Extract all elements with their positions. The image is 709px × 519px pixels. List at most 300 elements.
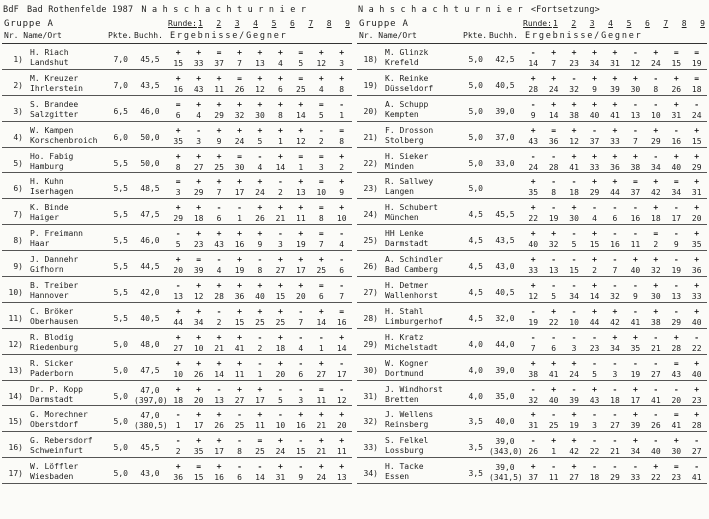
- result-symbol: +: [339, 332, 345, 342]
- round-results: [523, 333, 707, 355]
- opponent-number: 27: [569, 473, 579, 483]
- opponent-number: 41: [610, 110, 620, 120]
- round-results: [168, 359, 352, 381]
- opponent-numbers: [523, 343, 707, 355]
- opponent-number: 8: [339, 84, 345, 94]
- opponent-number: 17: [255, 395, 265, 405]
- result-symbol: +: [277, 99, 283, 109]
- opponent-number: 31: [671, 110, 682, 120]
- round-results: [523, 126, 707, 148]
- player-points: 5,5: [113, 262, 128, 272]
- table-row: [355, 434, 709, 460]
- result-symbol: -: [653, 436, 659, 446]
- buchholz-value: 50,0: [140, 132, 160, 142]
- buchholz-score: [489, 392, 521, 402]
- result-symbol: +: [592, 99, 597, 109]
- opponent-number: 28: [671, 343, 682, 353]
- result-symbol: -: [694, 436, 700, 446]
- opponent-number: 14: [275, 162, 286, 172]
- result-symbol: +: [530, 125, 536, 135]
- result-symbol: +: [298, 125, 304, 135]
- result-symbol: +: [175, 462, 181, 472]
- player-rank: 20): [363, 106, 378, 116]
- opponent-number: 6: [612, 214, 618, 224]
- opponent-number: 39: [630, 421, 641, 431]
- opponent-numbers: [523, 162, 707, 174]
- result-symbol: +: [216, 358, 222, 368]
- opponent-number: 29: [691, 162, 702, 172]
- points-label: Pkte.: [108, 31, 133, 40]
- opponent-number: 39: [569, 395, 579, 405]
- round-results: [168, 255, 352, 277]
- player-name: R. Sicker: [30, 358, 74, 368]
- round-results: [168, 177, 352, 199]
- buchholz-value: 44,5: [140, 262, 160, 272]
- opponent-number: 9: [257, 240, 263, 250]
- result-symbols: [523, 385, 707, 395]
- round-number: 3: [589, 19, 595, 28]
- player-name: Dr. P. Kopp: [30, 384, 83, 394]
- result-symbol: +: [339, 151, 345, 161]
- opponent-number: 10: [173, 369, 184, 379]
- round-number: 5: [626, 19, 632, 28]
- opponent-number: 18: [193, 214, 204, 224]
- opponent-number: 12: [336, 395, 347, 405]
- opponent-number: 12: [296, 136, 306, 146]
- player-name: M. Kreuzer: [30, 73, 79, 83]
- result-symbol: =: [318, 151, 324, 161]
- opponent-number: 19: [528, 317, 539, 327]
- opponent-number: 21: [275, 214, 286, 224]
- opponent-number: 10: [651, 110, 661, 120]
- opponent-number: 4: [196, 110, 202, 120]
- result-symbol: =: [632, 177, 638, 187]
- result-symbols: [523, 74, 707, 84]
- player-points: 7,0: [113, 55, 128, 64]
- result-symbol: -: [653, 332, 659, 342]
- buchholz-score: [134, 262, 166, 272]
- result-symbol: -: [216, 203, 222, 213]
- table-row: [355, 460, 709, 486]
- result-symbol: +: [216, 177, 222, 187]
- buchholz-score: [489, 55, 521, 65]
- result-symbol: +: [571, 125, 577, 135]
- result-symbol: -: [298, 462, 304, 472]
- opponent-number: 3: [196, 136, 202, 146]
- buchholz-score: [134, 386, 166, 406]
- opponent-number: 6: [175, 110, 181, 120]
- opponent-number: 17: [296, 266, 306, 276]
- result-symbol: +: [196, 384, 202, 394]
- player-rank: 14): [8, 391, 23, 401]
- result-symbol: -: [612, 229, 618, 239]
- result-symbol: =: [673, 48, 679, 57]
- opponent-number: 20: [691, 214, 702, 224]
- opponent-number: 1: [551, 447, 557, 457]
- player-name: Ho. Fabig: [30, 151, 74, 161]
- result-symbol: +: [277, 358, 283, 368]
- result-symbol: -: [339, 255, 345, 265]
- opponent-number: 36: [173, 473, 184, 483]
- result-symbol: -: [551, 462, 557, 472]
- opponent-number: 44: [173, 317, 184, 327]
- player-points: 5,0: [113, 365, 128, 375]
- result-symbol: +: [257, 177, 263, 187]
- result-symbol: =: [653, 229, 659, 239]
- result-symbol: -: [571, 229, 577, 239]
- player-rank: 17): [8, 469, 23, 479]
- opponent-number: 21: [214, 343, 224, 353]
- table-row: [0, 434, 354, 460]
- buchholz-score: [134, 81, 166, 91]
- buchholz-value: 40,5: [495, 288, 515, 298]
- opponent-number: 32: [548, 240, 559, 250]
- result-symbol: -: [298, 436, 304, 446]
- opponent-number: 4: [318, 84, 324, 94]
- table-row: [355, 46, 709, 72]
- opponent-number: 7: [298, 317, 304, 327]
- player-rank: 15): [8, 417, 23, 427]
- opponent-number: 27: [691, 447, 702, 457]
- result-symbol: +: [196, 281, 202, 291]
- result-symbol: -: [653, 358, 659, 368]
- result-symbols: [168, 177, 352, 187]
- result-symbol: +: [175, 48, 181, 57]
- opponent-number: 27: [173, 343, 184, 353]
- opponent-number: 40: [255, 292, 265, 302]
- player-city: Wiesbaden: [30, 472, 74, 482]
- result-symbols: [168, 48, 352, 58]
- result-symbol: +: [632, 410, 638, 420]
- player-rank: 19): [363, 80, 378, 90]
- table-row: [0, 357, 354, 383]
- player-name: J. Windhorst: [385, 384, 443, 394]
- result-symbol: +: [298, 410, 304, 420]
- opponent-number: 15: [671, 59, 682, 68]
- player-points: 5,0: [113, 391, 128, 401]
- result-symbol: +: [196, 203, 202, 213]
- round-number: 8: [681, 19, 687, 28]
- table-row: [0, 408, 354, 434]
- result-symbols: [168, 229, 352, 239]
- opponent-number: 12: [316, 59, 327, 68]
- opponent-numbers: [523, 58, 707, 70]
- opponent-number: 8: [551, 188, 557, 198]
- opponent-numbers: [523, 239, 707, 251]
- result-symbol: -: [673, 306, 679, 316]
- result-symbol: +: [530, 177, 536, 187]
- opponent-number: 29: [589, 188, 600, 198]
- round-results: [523, 359, 707, 381]
- opponent-number: 28: [691, 421, 702, 431]
- result-symbols: [523, 281, 707, 291]
- opponent-number: 32: [234, 110, 245, 120]
- round-results: [168, 307, 352, 329]
- result-symbol: +: [530, 255, 536, 265]
- player-rank: 10): [8, 288, 23, 298]
- result-symbols: [168, 462, 352, 472]
- result-symbol: +: [257, 306, 263, 316]
- opponent-number: 7: [551, 59, 557, 68]
- opponent-number: 22: [691, 343, 702, 353]
- round-results: [168, 100, 352, 122]
- opponent-number: 5: [318, 110, 324, 120]
- result-symbol: +: [196, 436, 202, 446]
- opponent-number: 2: [339, 162, 345, 172]
- result-symbol: +: [175, 255, 181, 265]
- round-results: [168, 74, 352, 96]
- opponent-number: 14: [528, 59, 539, 68]
- result-symbol: -: [612, 436, 618, 446]
- result-symbol: +: [694, 410, 700, 420]
- opponent-number: 11: [548, 473, 559, 483]
- result-symbol: +: [196, 306, 202, 316]
- result-symbol: =: [318, 203, 324, 213]
- opponent-numbers: [523, 472, 707, 484]
- opponent-number: 15: [173, 59, 184, 68]
- result-symbol: +: [196, 99, 202, 109]
- result-symbol: +: [237, 229, 242, 239]
- result-symbol: +: [196, 48, 202, 57]
- result-symbol: -: [632, 203, 638, 213]
- player-city: Iserhagen: [30, 187, 74, 197]
- result-symbol: +: [298, 229, 304, 239]
- player-city: Riedenburg: [30, 342, 79, 352]
- buchholz-score: [489, 314, 521, 324]
- round-results: [168, 462, 352, 484]
- opponent-number: 13: [630, 110, 641, 120]
- round-results: [523, 281, 707, 303]
- round-number: 1: [198, 19, 203, 28]
- opponent-number: 17: [336, 369, 347, 379]
- opponent-number: 29: [214, 110, 224, 120]
- result-symbol: +: [257, 410, 263, 420]
- result-symbol: +: [612, 332, 618, 342]
- buchholz-value: 47,5: [140, 210, 160, 220]
- player-city: Oberhausen: [30, 316, 79, 326]
- player-points: 5,0: [113, 339, 128, 349]
- player-name: W. Löffler: [30, 462, 79, 472]
- header-text: N a h s c h a c h t u r n i e r: [141, 5, 307, 15]
- result-symbol: +: [196, 358, 202, 368]
- table-row: [0, 460, 354, 486]
- player-rank: 5): [13, 158, 23, 168]
- player-name: K. Binde: [30, 203, 69, 213]
- result-symbol: -: [237, 203, 242, 213]
- opponent-number: 20: [275, 369, 286, 379]
- opponent-numbers: [168, 58, 352, 70]
- result-symbols: [168, 203, 352, 213]
- table-row: [0, 175, 354, 201]
- player-city: Darmstadt: [385, 239, 429, 249]
- player-name: H. Schubert: [385, 203, 438, 213]
- opponent-number: 14: [336, 343, 347, 353]
- player-city: Reinsberg: [385, 420, 429, 430]
- result-symbol: +: [339, 73, 345, 83]
- result-symbol: =: [673, 462, 679, 472]
- buchholz-value: 39,0: [495, 365, 515, 375]
- result-symbol: -: [673, 229, 679, 239]
- result-symbol: +: [257, 48, 263, 57]
- result-symbol: +: [653, 281, 659, 291]
- opponent-number: 6: [339, 266, 345, 276]
- opponent-number: 23: [671, 473, 682, 483]
- opponent-number: 5: [298, 59, 304, 68]
- opponent-numbers: [523, 136, 707, 148]
- opponent-number: 29: [651, 136, 661, 146]
- result-symbols: [523, 359, 707, 369]
- round-number: 8: [326, 19, 332, 28]
- opponent-number: 3: [175, 188, 181, 198]
- result-symbol: -: [673, 281, 679, 291]
- player-city: Hamburg: [30, 161, 64, 171]
- round-numbers: [198, 19, 350, 28]
- opponent-number: 14: [316, 317, 327, 327]
- opponent-number: 17: [671, 214, 682, 224]
- result-symbol: =: [694, 48, 700, 57]
- result-symbol: -: [571, 73, 577, 83]
- result-symbol: -: [551, 255, 557, 265]
- opponent-number: 9: [339, 188, 345, 198]
- opponent-number: 9: [673, 240, 679, 250]
- opponent-number: 38: [630, 162, 641, 172]
- result-symbols: [523, 462, 707, 472]
- opponent-number: 38: [651, 317, 661, 327]
- player-name: H. Sieker: [385, 151, 429, 161]
- opponent-number: 1: [339, 110, 345, 120]
- buchholz-value: 43,0: [140, 469, 160, 479]
- result-symbol: -: [612, 462, 618, 472]
- opponent-number: 9: [592, 84, 597, 94]
- header-text: <Fortsetzung>: [530, 5, 600, 15]
- result-symbol: +: [196, 229, 202, 239]
- opponent-number: 20: [671, 395, 682, 405]
- opponent-number: 8: [175, 162, 181, 172]
- result-symbol: +: [694, 229, 700, 239]
- buchholz-value: 32,0: [495, 313, 515, 323]
- opponent-number: 19: [630, 369, 641, 379]
- opponent-number: 6: [318, 292, 324, 302]
- result-symbol: -: [530, 48, 536, 57]
- player-name: S. Brandee: [30, 99, 79, 109]
- player-rank: 31): [363, 391, 378, 401]
- player-city: Düsseldorf: [385, 83, 434, 93]
- result-symbols: [168, 385, 352, 395]
- opponent-number: 16: [336, 317, 347, 327]
- round-results: [168, 152, 352, 174]
- buchholz-value: 35,0: [495, 391, 515, 401]
- result-symbol: -: [694, 462, 700, 472]
- opponent-number: 9: [632, 292, 638, 302]
- buchholz-value: 47,0: [140, 411, 160, 421]
- round-number: 7: [663, 19, 669, 28]
- result-symbol: +: [216, 281, 222, 291]
- result-symbol: -: [653, 384, 659, 394]
- buchholz-tiebreak: (343,0): [489, 447, 523, 457]
- opponent-number: 41: [651, 395, 661, 405]
- player-name: K. Reinke: [385, 73, 429, 83]
- opponent-number: 31: [528, 421, 539, 431]
- player-city: Haiger: [30, 213, 59, 223]
- result-symbol: -: [632, 48, 638, 57]
- player-name: H. Kratz: [385, 332, 424, 342]
- opponent-number: 2: [653, 240, 659, 250]
- table-row: [355, 201, 709, 227]
- result-symbol: -: [530, 332, 536, 342]
- buchholz-score: [489, 366, 521, 376]
- opponent-number: 34: [610, 343, 620, 353]
- buchholz-score: [134, 133, 166, 143]
- result-symbol: -: [551, 281, 557, 291]
- opponent-number: 19: [548, 214, 559, 224]
- result-symbol: +: [530, 281, 536, 291]
- opponent-number: 6: [298, 369, 304, 379]
- buchholz-value: 33,0: [495, 158, 515, 168]
- round-results: [523, 255, 707, 277]
- result-symbol: +: [339, 48, 345, 57]
- opponent-number: 1: [298, 162, 304, 172]
- buchholz-score: [134, 159, 166, 169]
- opponent-number: 28: [528, 84, 539, 94]
- player-city: München: [385, 213, 419, 223]
- opponent-number: 11: [336, 447, 347, 457]
- opponent-number: 31: [610, 59, 620, 68]
- page-header: [3, 5, 314, 15]
- opponent-number: 37: [630, 188, 641, 198]
- opponent-number: 1: [318, 343, 324, 353]
- round-numbers: [553, 19, 705, 28]
- opponent-number: 30: [651, 292, 661, 302]
- player-city: Dortmund: [385, 368, 424, 378]
- player-name: G. Rebersdorf: [30, 436, 93, 446]
- opponent-number: 31: [691, 188, 702, 198]
- player-name: G. Morechner: [30, 410, 88, 420]
- opponent-number: 30: [630, 84, 641, 94]
- result-symbol: -: [632, 358, 638, 368]
- result-symbol: -: [196, 125, 202, 135]
- opponent-number: 24: [275, 447, 286, 457]
- opponent-number: 4: [298, 343, 304, 353]
- result-symbol: +: [612, 99, 618, 109]
- result-symbol: +: [612, 306, 618, 316]
- opponent-numbers: [168, 472, 352, 484]
- round-number: 6: [289, 19, 295, 28]
- result-symbol: +: [571, 358, 577, 368]
- result-symbol: +: [673, 73, 679, 83]
- opponent-number: 19: [691, 59, 702, 68]
- result-symbol: =: [298, 73, 304, 83]
- opponent-number: 31: [275, 473, 286, 483]
- buchholz-value: 43,0: [495, 262, 515, 272]
- buchholz-score: [489, 340, 521, 350]
- header-text: BdF: [3, 5, 19, 15]
- result-symbol: +: [694, 384, 700, 394]
- result-symbol: -: [612, 384, 618, 394]
- result-symbol: -: [216, 384, 222, 394]
- player-points: 4,5: [468, 262, 483, 272]
- opponent-number: 21: [316, 447, 327, 457]
- result-symbol: +: [175, 306, 181, 316]
- result-symbol: +: [571, 48, 577, 57]
- table-row: [0, 305, 354, 331]
- points-label: Pkte.: [463, 31, 488, 40]
- opponent-number: 33: [589, 162, 600, 172]
- player-points: 5,0: [468, 184, 483, 194]
- result-symbol: +: [571, 436, 577, 446]
- result-symbol: -: [592, 332, 597, 342]
- result-symbols: [168, 255, 352, 265]
- table-row: [0, 201, 354, 227]
